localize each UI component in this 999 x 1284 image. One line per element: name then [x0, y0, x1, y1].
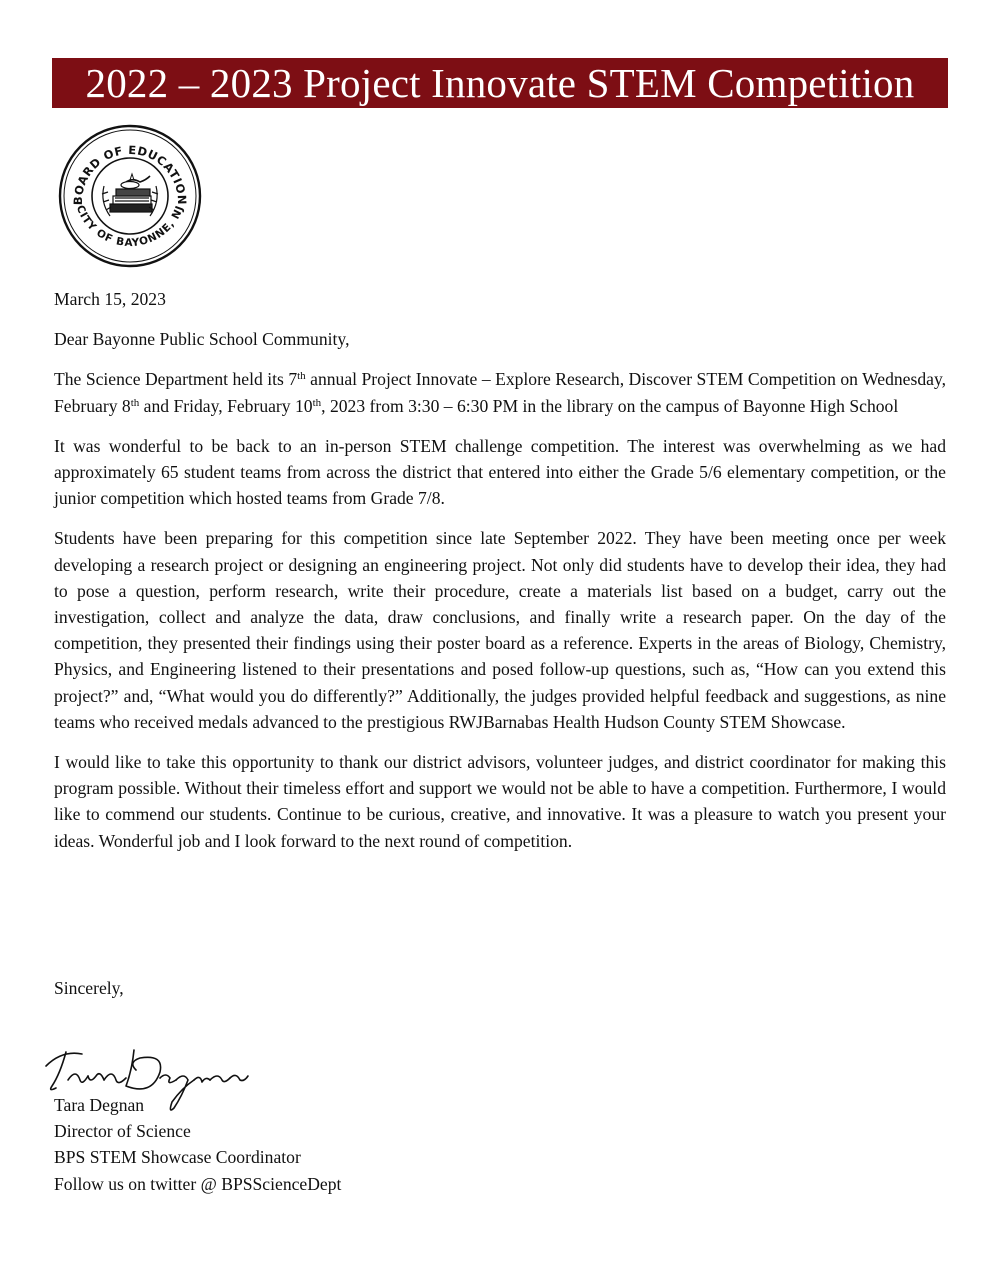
page-title: 2022 – 2023 Project Innovate STEM Competition [85, 60, 915, 106]
twitter-handle: Follow us on twitter @ BPSScienceDept [54, 1173, 342, 1194]
seal-bottom-text: CITY OF BAYONNE, NJ [73, 203, 187, 250]
signer-title: Director of Science [54, 1121, 191, 1142]
paragraph-thanks: I would like to take this opportunity to thank our district advisors, volunteer judges, and district coordinator for making this program possible. Without their timeless effort and support we would not be able to have a competition. Furthermore, I would like to commend our students. Continue to be curious, creative, and innovative. It was a pleasure to watch you present your ideas. Wonderful job and I look forward to the next round of competition. [54, 752, 946, 851]
letter-body [54, 286, 946, 868]
board-of-education-seal [58, 124, 202, 268]
letter-closing: Sincerely, [54, 978, 124, 998]
seal-top-text: BOARD OF EDUCATION [70, 142, 190, 206]
paragraph-preparation: Students have been preparing for this competition since late September 2022. They have been meeting once per week developing a research project or designing an engineering project. Not only did students have to develop their idea, they had to pose a question, perform research, write their procedure, create a materials list based on a budget, carry out the investigation, collect and analyze the data, draw conclusions, and finally write a research paper. On the day of the competition, they presented their findings using their poster board as a reference. Experts in the areas of Biology, Chemistry, Physics, and Engineering listened to their presentations and posed follow-up questions, such as, “How can you extend this project?” and, “What would you do differently?” Additionally, the judges provided helpful feedback and suggestions, as nine teams who received medals advanced to the prestigious RWJBarnabas Health Hudson County STEM Showcase. [54, 528, 946, 732]
signer-name: Tara Degnan [54, 1095, 145, 1115]
letter-date: March 15, 2023 [54, 289, 166, 309]
signer-role: BPS STEM Showcase Coordinator [54, 1147, 301, 1168]
signature-block [54, 1092, 341, 1197]
title-banner [52, 58, 948, 108]
paragraph-event-details: The Science Department held its 7th annual Project Innovate – Explore Research, Discover STEM Competition on Wednesday, February 8th and Friday, February 10th, 2023 from 3:30 – 6:30 PM in the library on the campus of Bayonne High School [54, 369, 946, 416]
lamp-and-books-icon [102, 174, 158, 216]
letter-greeting: Dear Bayonne Public School Community, [54, 329, 350, 350]
paragraph-participation: It was wonderful to be back to an in-person STEM challenge competition. The interest was overwhelming as we had approximately 65 student teams from across the district that entered into either the Grade 5/6 elementary competition, or the junior competition which hosted teams from Grade 7/8. [54, 435, 946, 509]
